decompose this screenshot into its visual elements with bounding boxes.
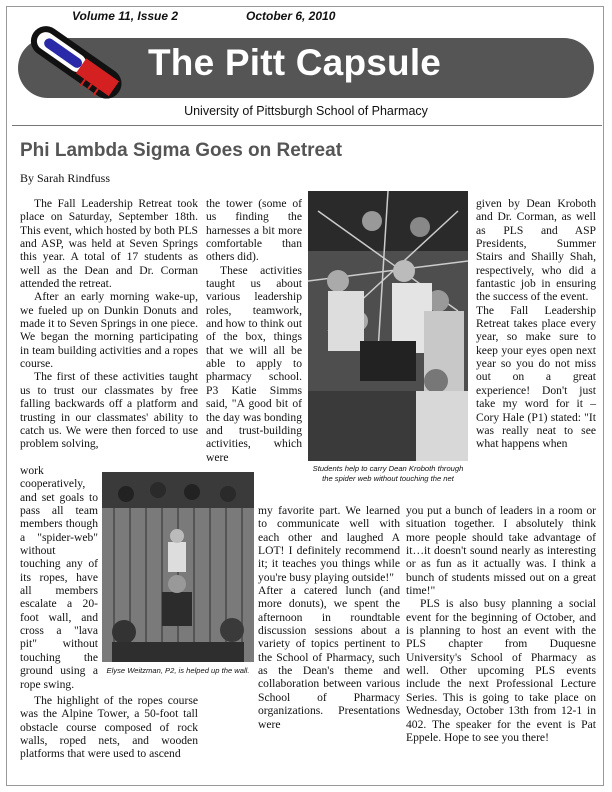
- column-2-bottom-text: [258, 504, 400, 731]
- school-subtitle: University of Pittsburgh School of Pharmacy: [184, 104, 428, 118]
- paragraph: you put a bunch of leaders in a room or situation together. I absolutely think more people should take advantage of it…it doesn't sound nearly as interesting or as fun as it actually was. I think a bunch of students missed out on a great time!": [406, 504, 596, 598]
- photo-2-caption: Students help to carry Dean Kroboth through the spider web without touching the net: [312, 464, 464, 483]
- climbing-wall-photo: [102, 472, 254, 662]
- column-2-text: [206, 197, 302, 464]
- paragraph: The Fall Leadership Retreat took place on Saturday, September 18th. This event, which hosted by both PLS and ASP, was held at Seven Springs this year. A total of 17 students as well as the Dean and Dr. Corman attended the retreat.: [20, 197, 198, 291]
- paragraph: my favorite part. We learned to communicate well with each other and laughed A LOT! I definitely recommend it; it teaches you things while you're busy playing outside!": [258, 504, 400, 584]
- paragraph: After an early morning wake-up, we fueled up on Dunkin Donuts and made it to Seven Springs in one piece. We began the morning participating in team building activities and a ropes course.: [20, 290, 198, 371]
- article-headline: Phi Lambda Sigma Goes on Retreat: [20, 140, 343, 161]
- paragraph: The highlight of the ropes course was the Alpine Tower, a 50-foot tall obstacle course composed of rock walls, roped nets, and wooden platforms that were used to ascend: [20, 694, 198, 761]
- column-3-bottom-text: [406, 504, 596, 744]
- column-1-wrap-text: [20, 464, 98, 691]
- paragraph: the tower (some of us finding the harnesses a bit more comfortable than others did).: [206, 197, 302, 264]
- header-divider: [12, 125, 602, 126]
- capsule-thermometer-logo: [18, 16, 130, 108]
- paragraph: The Fall Leadership Retreat takes place every year, so make sure to keep your eyes open next year so you do not miss out on a great experience! Don't just take my word for it – Cory Hale (P1) stated: "It was really neat to see what happens when: [476, 303, 596, 451]
- paragraph: work cooperatively, and set goals to pass all team members though a "spider-web" without touching any of its ropes, have all members escalate a 20-foot wall, and cross a "lava pit" without touching the ground using a rope swing.: [20, 464, 98, 691]
- newsletter-title: The Pitt Capsule: [148, 42, 442, 83]
- paragraph: given by Dean Kroboth and Dr. Corman, as well as PLS and ASP Presidents, Summer Stairs and Shailly Shah, respectively, who did a fantastic job in ensuring the success of the event.: [476, 197, 596, 304]
- issue-date: October 6, 2010: [246, 9, 336, 23]
- article-byline: By Sarah Rindfuss: [20, 171, 110, 185]
- spider-web-photo: [308, 191, 468, 461]
- paragraph: These activities taught us about various leadership roles, teamwork, and how to think out of the box, things that we will all be able to apply to pharmacy school. P3 Katie Simms said, "A good bit of the day was bonding and trust-building activities, which were: [206, 263, 302, 464]
- column-1-bottom-text: [20, 694, 198, 761]
- column-1-text: [20, 197, 198, 451]
- photo-1-caption: Elyse Weitzman, P2, is helped up the wall.: [106, 666, 250, 675]
- column-3-text: [476, 197, 596, 451]
- paragraph: After a catered lunch (and more donuts), we spent the afternoon in roundtable discussion sessions about a variety of topics pertinent to the School of Pharmacy, such as the Dean's theme and collaboration between various School of Pharmacy organizations. Presentations were: [258, 584, 400, 731]
- volume-issue: Volume 11, Issue 2: [72, 9, 179, 23]
- paragraph: The first of these activities taught us to trust our classmates by free falling backwards off a platform and trusting in our classmates' ability to catch us. We were then forced to use problem solving,: [20, 370, 198, 451]
- paragraph: PLS is also busy planning a social event for the beginning of October, and is planning to host an event with the PLS chapter from Duquesne University's School of Pharmacy as well. Other upcoming PLS events include the next Professional Lecture Series. This is going to take place on Wednesday, October 13th from 12-1 in 402. The speaker for the event is Pat Eppele. Hope to see you there!: [406, 597, 596, 744]
